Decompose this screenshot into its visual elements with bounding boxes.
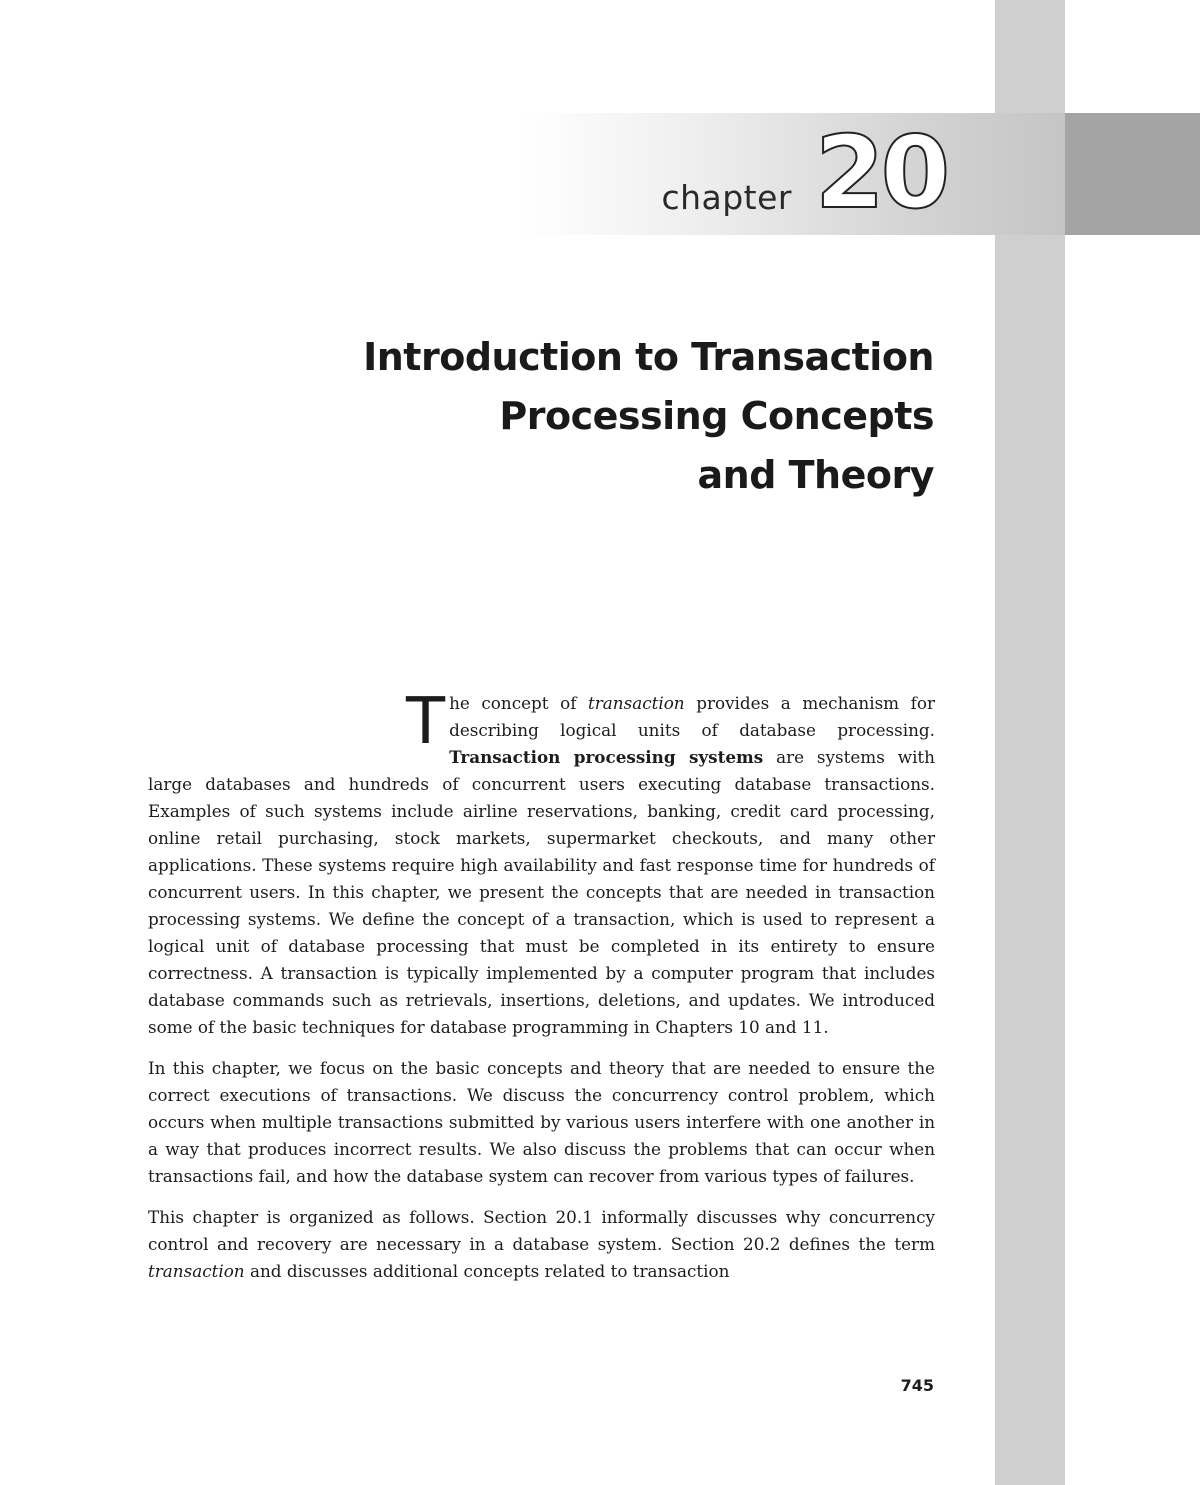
intro-p1-key-term: Transaction processing systems bbox=[449, 747, 764, 767]
intro-p3-text-a: This chapter is organized as follows. Section 20.1 informally discusses why concurrency control and recovery are necessary in a database system. Section 20.2 defines the term bbox=[148, 1207, 935, 1254]
page-number: 745 bbox=[900, 1376, 934, 1395]
chapter-title-line-3: and Theory bbox=[697, 453, 934, 497]
chapter-title-line-2: Processing Concepts bbox=[499, 394, 934, 438]
intro-paragraph-2: In this chapter, we focus on the basic concepts and theory that are needed to ensure the correct executions of transactions. We discuss the concurrency control problem, which occurs when multiple transactions submitted by various users interfere with one another in a way that produces incorrect results. We also discuss the problems that can occur when transactions fail, and how the database system can recover from various types of failures. bbox=[148, 1058, 935, 1186]
intro-paragraph-1 bbox=[148, 685, 936, 1041]
intro-paragraph-3 bbox=[148, 1204, 935, 1285]
chapter-title-line-1: Introduction to Transaction bbox=[363, 335, 934, 379]
chapter-label: chapter bbox=[661, 178, 792, 217]
intro-p1-emphasis: transaction bbox=[588, 693, 685, 713]
chapter-title bbox=[234, 328, 934, 505]
chapter-body-text bbox=[148, 685, 936, 1299]
intro-p3-text-b: and discusses additional concepts related to transaction bbox=[244, 1261, 730, 1281]
intro-p1-text-b: provides a mechanism for describing logical units of database processing. bbox=[449, 693, 936, 740]
chapter-number: 20 bbox=[815, 114, 947, 231]
intro-p1-text-c: are systems with large databases and hundreds of concurrent users executing database transactions. Examples of such systems include airline reservations, banking, credit card processing, online retail purchasing, stock markets, supermarket checkouts, and many other applications. These systems require high availability and fast response time for hundreds of concurrent users. In this chapter, we present the concepts that are needed in transaction processing systems. We define the concept of a transaction, which is used to represent a logical unit of database processing that must be completed in its entirety to ensure correctness. A transaction is typically implemented by a computer program that includes database commands such as retrievals, insertions, deletions, and updates. We introduced some of the basic techniques for database programming in Chapters 10 and 11. bbox=[148, 747, 935, 1037]
chapter-header-band-edge bbox=[1065, 113, 1200, 235]
drop-cap: T bbox=[406, 685, 446, 759]
intro-p1-text-a: he concept of bbox=[449, 693, 588, 713]
intro-p3-emphasis: transaction bbox=[148, 1261, 245, 1281]
